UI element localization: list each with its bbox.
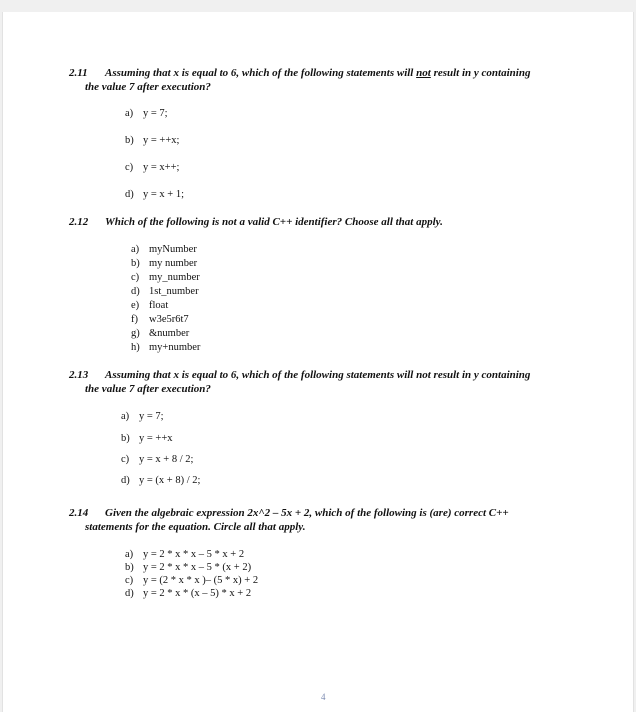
question-2-12: [69, 215, 589, 229]
option-f: f) w3e5r6t7: [131, 314, 189, 325]
question-number: 2.12: [69, 216, 89, 228]
option-b: b) y = 2 * x * x – 5 * (x + 2): [125, 562, 252, 573]
option-a: a) y = 7;: [125, 108, 168, 119]
question-number: 2.13: [69, 369, 89, 381]
option-h: h) my+number: [131, 342, 201, 353]
option-b: b) y = ++x: [121, 433, 173, 444]
option-c: c) y = x++;: [125, 162, 180, 173]
question-text: Given the algebraic expression 2x^2 – 5x + 2, which of the following is (are) correct C++: [105, 507, 509, 519]
question-text-underlined-not: not: [416, 67, 431, 79]
question-text: Assuming that x is equal to 6, which of the following statements will not result in y containing: [105, 369, 531, 381]
question-number: 2.14: [69, 507, 89, 519]
option-d: d) y = x + 1;: [125, 189, 185, 200]
option-e: e) float: [131, 300, 169, 311]
question-2-11: [69, 66, 589, 94]
option-c: c) y = (2 * x * x )– (5 * x) + 2: [125, 575, 259, 586]
question-text-line2: statements for the equation. Circle all that apply.: [85, 521, 306, 533]
option-g: g) &number: [131, 328, 190, 339]
question-text-part1: Assuming that x is equal to 6, which of the following statements will: [105, 67, 417, 79]
option-b: b) my number: [131, 258, 198, 269]
question-text-line2: the value 7 after execution?: [85, 81, 211, 93]
option-d: d) y = (x + 8) / 2;: [121, 475, 201, 486]
question-text-line2: the value 7 after execution?: [85, 383, 211, 395]
option-d: d) 1st_number: [131, 286, 199, 297]
question-number: 2.11: [69, 67, 88, 79]
document-page: [2, 12, 634, 712]
option-a: a) y = 7;: [121, 411, 164, 422]
option-c: c) y = x + 8 / 2;: [121, 454, 194, 465]
option-a: a) y = 2 * x * x – 5 * x + 2: [125, 549, 245, 560]
option-c: c) my_number: [131, 272, 200, 283]
question-2-13: [69, 368, 589, 396]
option-a: a) myNumber: [131, 244, 197, 255]
question-2-14: [69, 506, 589, 534]
question-text-part2: result in y containing: [430, 67, 531, 79]
option-b: b) y = ++x;: [125, 135, 180, 146]
question-text: Which of the following is not a valid C++ identifier? Choose all that apply.: [105, 216, 443, 228]
page-number: 4: [321, 692, 326, 702]
option-d: d) y = 2 * x * (x – 5) * x + 2: [125, 588, 252, 599]
